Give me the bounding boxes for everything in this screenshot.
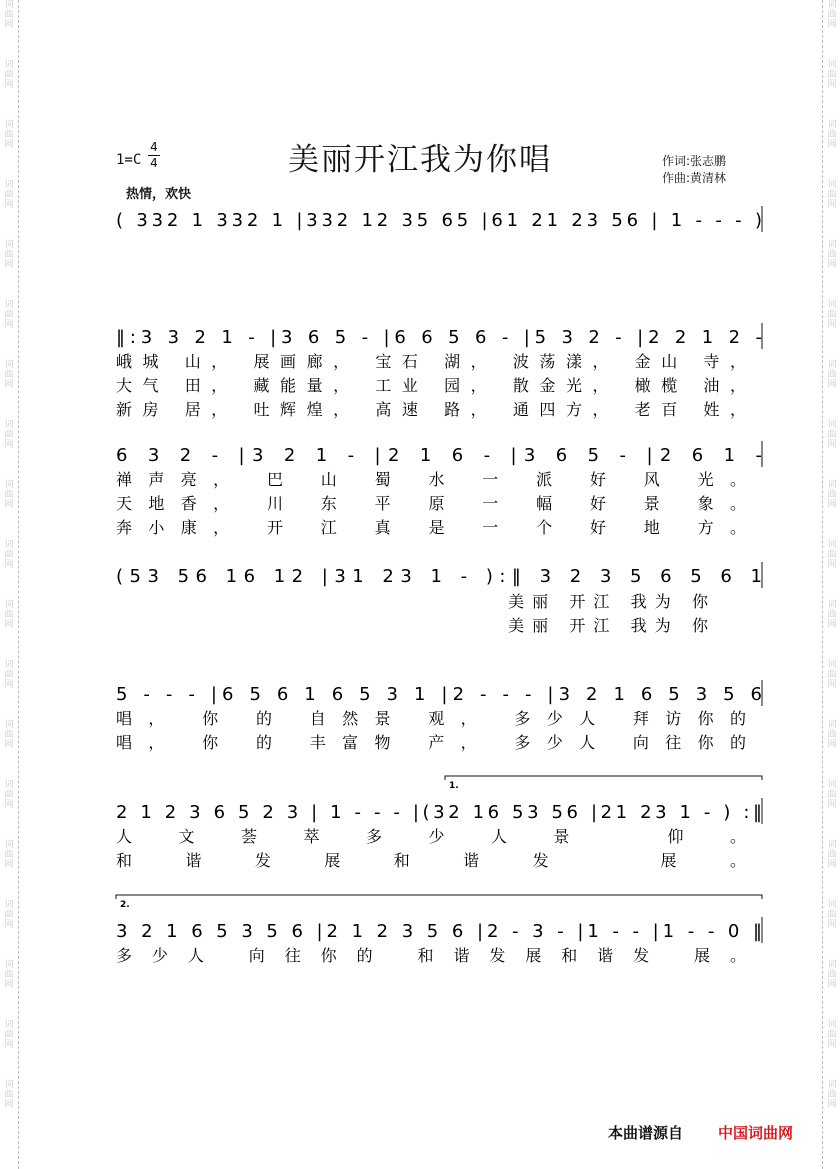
watermark-char: 网 — [4, 620, 14, 630]
watermark-char: 网 — [827, 920, 837, 930]
watermark-char: 曲 — [4, 430, 14, 440]
volta-bracket — [116, 895, 762, 899]
meter-top: 4 — [150, 140, 158, 154]
watermark-char: 网 — [827, 1040, 837, 1050]
watermark-char: 词 — [4, 780, 14, 790]
watermark-char: 词 — [4, 0, 14, 10]
lyric-line: 唱， 你 的 丰富物 产， 多少人 向往你的 — [116, 733, 746, 752]
watermark-char: 网 — [827, 500, 837, 510]
watermark-char: 网 — [827, 80, 837, 90]
watermark-char: 网 — [4, 740, 14, 750]
watermark-char: 网 — [827, 860, 837, 870]
watermark-char: 词 — [827, 120, 837, 130]
watermark-char: 词 — [4, 960, 14, 970]
watermark-char: 曲 — [4, 730, 14, 740]
lyric-line: 人文荟萃多少人景 仰。 — [116, 827, 746, 846]
volta-number: 2. — [120, 900, 130, 910]
watermark-char: 网 — [4, 1040, 14, 1050]
notation-line: 2 1 2 3 6 5 2 3 | 1 - - - |(32 16 53 56 |21 23 1 - ) :‖ — [116, 802, 762, 823]
lyric-line: 禅声亮， 巴 山 蜀 水 一 派 好 风 光。 — [116, 470, 747, 489]
watermark-char: 网 — [4, 320, 14, 330]
watermark-char: 曲 — [4, 1090, 14, 1100]
source-label: 本曲谱源自 — [608, 1124, 684, 1142]
watermark-char: 词 — [4, 120, 14, 130]
volta-number: 1. — [449, 781, 459, 791]
watermark-char: 网 — [4, 1100, 14, 1110]
watermark-char: 词 — [4, 1020, 14, 1030]
watermark-char: 网 — [827, 980, 837, 990]
watermark-char: 曲 — [827, 310, 837, 320]
watermark-char: 曲 — [4, 310, 14, 320]
watermark-char: 词 — [4, 60, 14, 70]
watermark-char: 词 — [4, 540, 14, 550]
watermark-char: 词 — [827, 1080, 837, 1090]
watermark-char: 曲 — [4, 190, 14, 200]
watermark-char: 网 — [827, 260, 837, 270]
watermark-char: 词 — [4, 660, 14, 670]
watermark-char: 词 — [4, 420, 14, 430]
watermark-char: 网 — [827, 380, 837, 390]
watermark-char: 网 — [827, 680, 837, 690]
watermark-char: 词 — [827, 1020, 837, 1030]
watermark-char: 词 — [4, 720, 14, 730]
watermark-char: 曲 — [4, 130, 14, 140]
watermark-char: 词 — [4, 600, 14, 610]
watermark-char: 网 — [827, 200, 837, 210]
watermark-char: 网 — [827, 620, 837, 630]
watermark-char: 网 — [4, 680, 14, 690]
watermark-char: 网 — [4, 80, 14, 90]
watermark-char: 曲 — [827, 610, 837, 620]
watermark-char: 曲 — [827, 190, 837, 200]
watermark-char: 词 — [827, 720, 837, 730]
watermark-char: 网 — [827, 320, 837, 330]
watermark-char: 词 — [827, 600, 837, 610]
watermark-char: 网 — [4, 860, 14, 870]
watermark-char: 网 — [4, 920, 14, 930]
watermark-char: 词 — [4, 840, 14, 850]
notation-line: 6 3 2 - |3 2 1 - |2 1 6 - |3 6 5 - |2 6 1 - — [116, 445, 762, 466]
watermark-char: 词 — [4, 360, 14, 370]
watermark-char: 曲 — [4, 550, 14, 560]
watermark-char: 曲 — [4, 910, 14, 920]
watermark-char: 词 — [4, 240, 14, 250]
watermark-char: 曲 — [827, 70, 837, 80]
volta-bracket — [445, 776, 762, 780]
watermark-char: 曲 — [4, 850, 14, 860]
watermark-char: 词 — [4, 300, 14, 310]
watermark-char: 词 — [827, 780, 837, 790]
watermark-char: 曲 — [4, 1030, 14, 1040]
notation-line: 3 2 1 6 5 3 5 6 |2 1 2 3 5 6 |2 - 3 - |1 - - |1 - - 0 ‖ — [116, 921, 763, 942]
watermark-char: 曲 — [4, 370, 14, 380]
watermark-char: 网 — [4, 560, 14, 570]
meter-bottom: 4 — [148, 155, 160, 171]
lyric-line: 新房 居， 吐辉煌， 高速 路， 通四方， 老百 姓， — [116, 400, 746, 419]
watermark-char: 曲 — [4, 970, 14, 980]
watermark-char: 网 — [4, 500, 14, 510]
watermark-char: 网 — [827, 440, 837, 450]
song-title: 美丽开江我为你唱 — [288, 142, 552, 178]
lyric-line: 唱， 你 的 自然景 观， 多少人 拜访你的 — [116, 709, 746, 728]
watermark-char: 网 — [827, 800, 837, 810]
watermark-char: 词 — [827, 900, 837, 910]
lyric-line: 大气 田， 藏能量， 工业 园， 散金光， 橄榄 油， — [116, 376, 746, 395]
watermark-char: 网 — [4, 800, 14, 810]
watermark-char: 曲 — [827, 430, 837, 440]
watermark-char: 词 — [827, 180, 837, 190]
key-signature: 1=C — [116, 152, 142, 168]
lyric-line: 美丽 开江 我为 你 — [508, 616, 708, 635]
watermark-char: 曲 — [827, 970, 837, 980]
watermark-char: 词 — [827, 660, 837, 670]
watermark-char: 曲 — [827, 370, 837, 380]
watermark-char: 网 — [4, 380, 14, 390]
notation-line: 5 - - - |6 5 6 1 6 5 3 1 |2 - - - |3 2 1 6 5 3 5 6 — [116, 684, 763, 705]
watermark-char: 词 — [827, 840, 837, 850]
watermark-char: 词 — [4, 1080, 14, 1090]
watermark-char: 网 — [4, 200, 14, 210]
watermark-char: 词 — [827, 540, 837, 550]
watermark-char: 词 — [827, 0, 837, 10]
watermark-char: 网 — [4, 20, 14, 30]
watermark-char: 词 — [827, 60, 837, 70]
watermark-char: 曲 — [4, 610, 14, 620]
lyric-line: 天地香， 川 东 平 原 一 幅 好 景 象。 — [116, 494, 747, 513]
watermark-char: 曲 — [4, 790, 14, 800]
watermark-char: 曲 — [827, 490, 837, 500]
watermark-char: 网 — [4, 440, 14, 450]
watermark-char: 曲 — [4, 250, 14, 260]
watermark-char: 网 — [827, 740, 837, 750]
lyric-line: 峨城 山， 展画廊， 宝石 湖， 波荡漾， 金山 寺， — [116, 352, 746, 371]
lyricist-credit: 作词:张志鹏 — [662, 154, 727, 168]
tempo-marking: 热情，欢快 — [126, 187, 192, 202]
watermark-char: 词 — [4, 480, 14, 490]
watermark-char: 曲 — [827, 130, 837, 140]
composer-credit: 作曲:黄清林 — [662, 171, 727, 185]
watermark-char: 网 — [4, 260, 14, 270]
watermark-char: 网 — [827, 1100, 837, 1110]
watermark-char: 曲 — [4, 70, 14, 80]
watermark-char: 曲 — [827, 10, 837, 20]
lyric-line: 美丽 开江 我为 你 — [508, 592, 708, 611]
watermark-char: 曲 — [4, 490, 14, 500]
watermark-char: 网 — [4, 980, 14, 990]
watermark-char: 曲 — [827, 790, 837, 800]
watermark-char: 网 — [827, 140, 837, 150]
watermark-char: 词 — [827, 300, 837, 310]
lyric-line: 奔小康， 开 江 真 是 一 个 好 地 方。 — [116, 518, 747, 537]
watermark-char: 词 — [827, 480, 837, 490]
watermark-char: 曲 — [827, 550, 837, 560]
watermark-char: 词 — [4, 180, 14, 190]
source-site-link[interactable]: 中国词曲网 — [718, 1124, 794, 1142]
watermark-char: 词 — [827, 240, 837, 250]
watermark-char: 曲 — [4, 670, 14, 680]
watermark-char: 词 — [827, 420, 837, 430]
notation-line: ‖:3 3 2 1 - |3 6 5 - |6 6 5 6 - |5 3 2 - |2 2 1 2 - — [116, 327, 762, 348]
watermark-char: 曲 — [827, 1090, 837, 1100]
watermark-char: 词 — [827, 960, 837, 970]
watermark-char: 曲 — [827, 1030, 837, 1040]
watermark-char: 曲 — [827, 670, 837, 680]
watermark-char: 网 — [4, 140, 14, 150]
watermark-char: 网 — [827, 20, 837, 30]
watermark-char: 曲 — [827, 910, 837, 920]
watermark-char: 词 — [827, 360, 837, 370]
notation-line: (53 56 16 12 |31 23 1 - ):‖ 3 2 3 5 6 5 6 1 — [116, 566, 762, 587]
watermark-char: 词 — [4, 900, 14, 910]
watermark-char: 曲 — [827, 730, 837, 740]
notation-line: ( 332 1 332 1 |332 12 35 65 |61 21 23 56 | 1 - - - ) — [116, 210, 763, 231]
watermark-char: 曲 — [827, 250, 837, 260]
lyric-line: 和谐发展和谐发 展。 — [116, 851, 746, 870]
watermark-char: 曲 — [827, 850, 837, 860]
watermark-char: 网 — [827, 560, 837, 570]
lyric-line: 多少人 向往你的 和谐发展和谐发 展。 — [116, 946, 746, 965]
watermark-char: 曲 — [4, 10, 14, 20]
